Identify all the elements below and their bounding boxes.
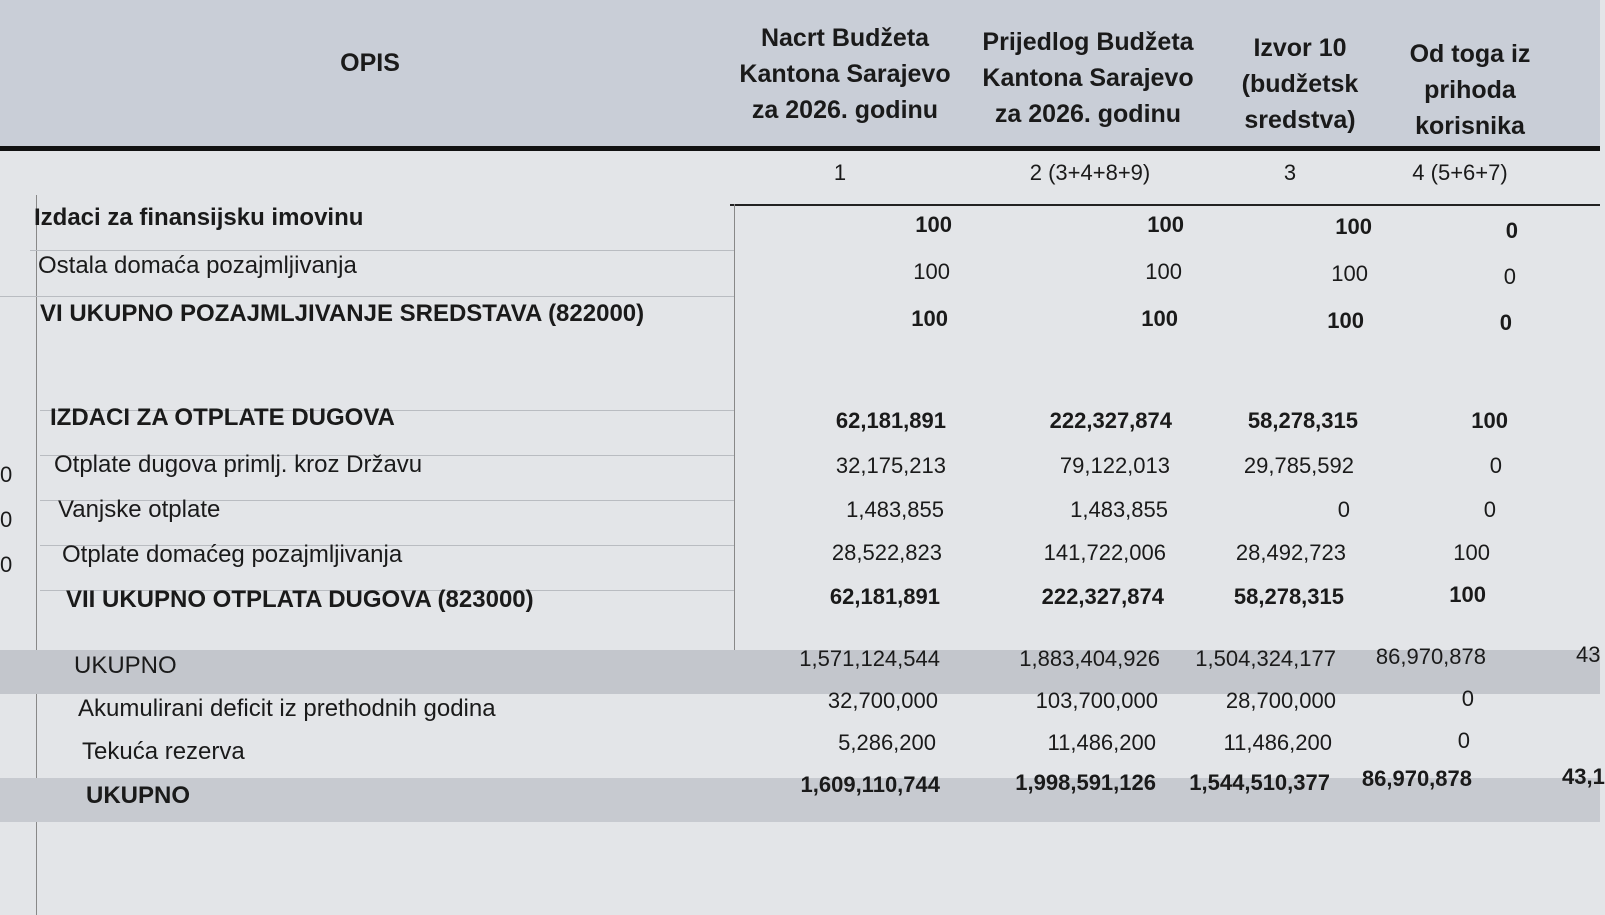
cell-value: 62,181,891 <box>835 408 946 433</box>
row-label-tekuca-rezerva: Tekuća rezerva <box>82 738 245 765</box>
cell-value: 103,700,000 <box>1035 688 1158 713</box>
row-label-ostala-domaca-pozajmljivanja: Ostala domaća pozajmljivanja <box>38 252 357 279</box>
header-col1: Nacrt Budžeta Kantona Sarajevo za 2026. godinu <box>739 24 951 124</box>
row-label-izdaci-otplate-dugova: IZDACI ZA OTPLATE DUGOVA <box>50 404 395 431</box>
cell-value: 0 <box>1461 686 1474 711</box>
cell-value: 5,286,200 <box>838 730 936 755</box>
row-label-ukupno-pozajmljivanje: VI UKUPNO POZAJMLJIVANJE SREDSTAVA (822000) <box>40 300 645 327</box>
cell-value: 58,278,315 <box>1233 584 1344 609</box>
cell-value: 1,544,510,377 <box>1189 770 1330 795</box>
cell-value: 222,327,874 <box>1049 408 1172 433</box>
cell-value: 11,486,200 <box>1047 730 1156 755</box>
row-label-ukupno-final: UKUPNO <box>86 782 191 809</box>
cell-value: 29,785,592 <box>1243 453 1354 478</box>
cell-value: 100 <box>1453 540 1490 565</box>
cell-value: 62,181,891 <box>829 584 940 609</box>
cell-value: 1,571,124,544 <box>799 646 940 671</box>
cell-value: 28,522,823 <box>831 540 942 565</box>
cell-value: 0 <box>1503 264 1516 289</box>
cell-value: 0 <box>1483 497 1496 522</box>
left-edge-mark: 0 <box>0 462 13 487</box>
left-edge-mark: 0 <box>0 507 13 532</box>
col-number-2: 2 (3+4+8+9) <box>1029 160 1151 185</box>
cell-value: 32,175,213 <box>835 453 946 478</box>
cell-value: 100 <box>1145 259 1182 284</box>
header-col4: Od toga iz prihoda korisnika <box>1409 40 1531 140</box>
cell-value: 100 <box>1327 308 1364 333</box>
grid-line <box>0 296 734 297</box>
cell-value: 1,998,591,126 <box>1015 770 1156 795</box>
cell-value: 100 <box>913 259 950 284</box>
col-number-4: 4 (5+6+7) <box>1412 160 1508 185</box>
label-box-top <box>730 204 1600 206</box>
cell-value: 86,970,878 <box>1361 766 1472 791</box>
header-opis: OPIS <box>340 49 400 77</box>
cell-value: 32,700,000 <box>827 688 938 713</box>
cell-value-cut: 43 <box>1576 642 1601 667</box>
cell-value: 86,970,878 <box>1375 644 1486 669</box>
row-label-otplate-dugova-drzava: Otplate dugova primlj. kroz Državu <box>54 451 423 478</box>
left-edge-mark: 0 <box>0 552 13 577</box>
cell-value: 100 <box>1141 306 1178 331</box>
col-number-3: 3 <box>1283 160 1297 185</box>
cell-value: 1,504,324,177 <box>1195 646 1336 671</box>
row-label-vanjske-otplate: Vanjske otplate <box>58 496 221 523</box>
cell-value: 28,700,000 <box>1225 688 1336 713</box>
row-label-ukupno: UKUPNO <box>74 652 177 679</box>
cell-value: 100 <box>1331 261 1368 286</box>
cell-value: 100 <box>1147 212 1184 237</box>
cell-value: 222,327,874 <box>1041 584 1164 609</box>
row-label-izdaci-finansijska-imovina: Izdaci za finansijsku imovinu <box>34 204 364 231</box>
col-number-1: 1 <box>833 160 847 185</box>
grid-line <box>30 250 734 251</box>
row-label-ukupno-otplata-dugova: VII UKUPNO OTPLATA DUGOVA (823000) <box>66 586 534 613</box>
cell-value-cut: 43,1 <box>1562 764 1605 789</box>
header-divider <box>0 146 1600 151</box>
cell-value: 0 <box>1505 218 1518 243</box>
cell-value: 100 <box>915 212 952 237</box>
cell-value: 100 <box>911 306 948 331</box>
cell-value: 1,483,855 <box>1070 497 1168 522</box>
cell-value: 1,609,110,744 <box>800 772 940 797</box>
header-col2: Prijedlog Budžeta Kantona Sarajevo za 2026. godinu <box>982 28 1194 128</box>
cell-value: 0 <box>1457 728 1470 753</box>
cell-value: 100 <box>1449 582 1486 607</box>
cell-value: 100 <box>1471 408 1508 433</box>
row-label-otplate-domaceg-pozajmljivanja: Otplate domaćeg pozajmljivanja <box>62 541 403 568</box>
cell-value: 0 <box>1499 310 1512 335</box>
cell-value: 11,486,200 <box>1223 730 1332 755</box>
cell-value: 0 <box>1489 453 1502 478</box>
cell-value: 141,722,006 <box>1043 540 1166 565</box>
cell-value: 28,492,723 <box>1235 540 1346 565</box>
label-box-right <box>734 204 735 694</box>
cell-value: 79,122,013 <box>1059 453 1170 478</box>
cell-value: 0 <box>1337 497 1350 522</box>
cell-value: 100 <box>1335 214 1372 239</box>
cell-value: 1,483,855 <box>846 497 944 522</box>
header-col3: Izvor 10 (budžetsk sredstva) <box>1241 34 1359 134</box>
cell-value: 1,883,404,926 <box>1019 646 1160 671</box>
row-label-akumulirani-deficit: Akumulirani deficit iz prethodnih godina <box>78 695 496 722</box>
cell-value: 58,278,315 <box>1247 408 1358 433</box>
